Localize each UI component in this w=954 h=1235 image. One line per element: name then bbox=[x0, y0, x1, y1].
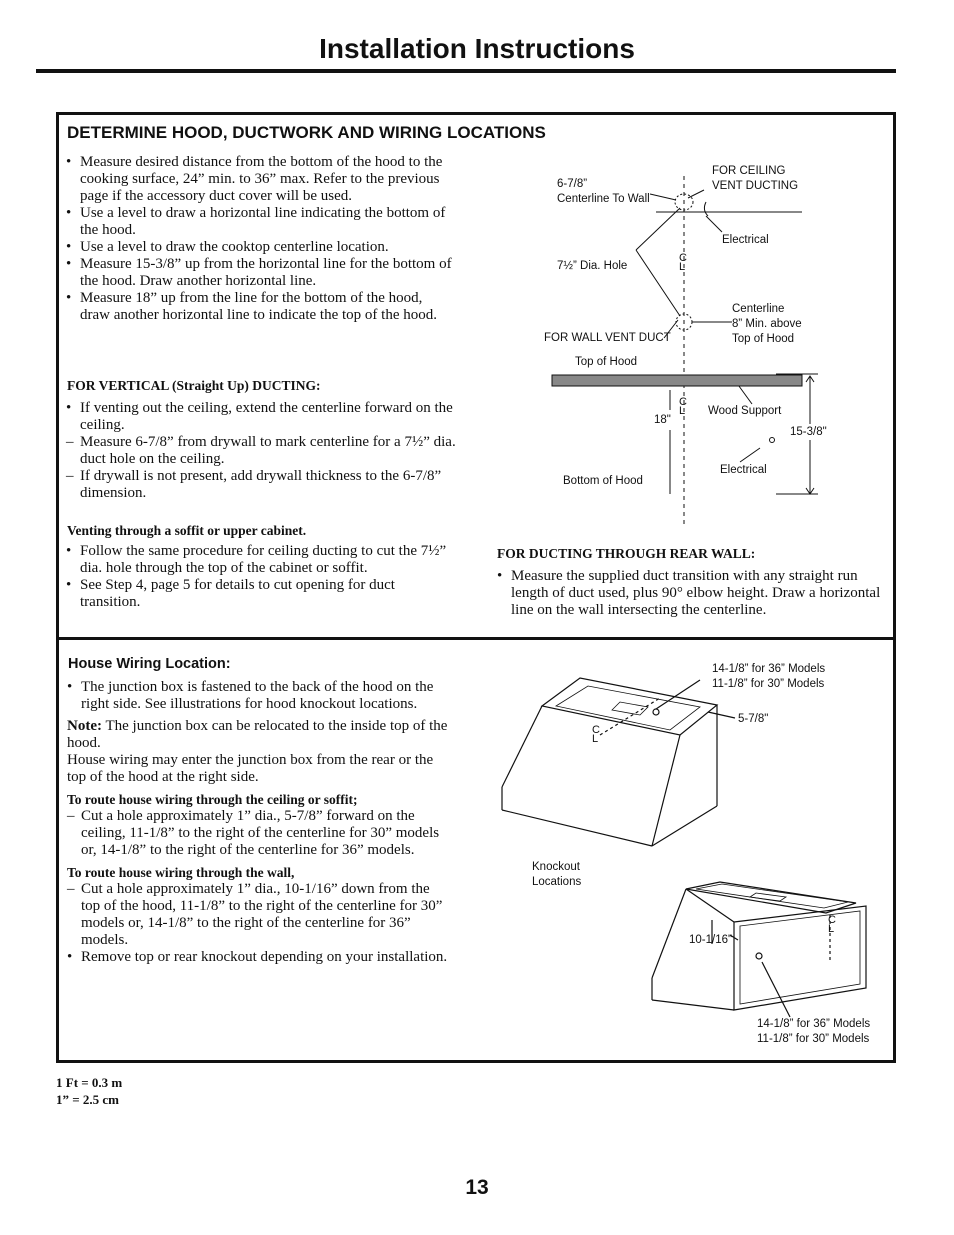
centerline-symbol: C L bbox=[828, 914, 836, 935]
locations-bullet: • Measure desired distance from the bottom of the hood to the cooking surface, 24” min. to 36” max. Refer to the previous page if the accessory duct cover will be used. bbox=[66, 154, 456, 205]
rear-wall-bullet: • Measure the supplied duct transition with any straight run length of duct used, plus 90° elbow height. Draw a horizontal line on the wall intersecting the centerline. bbox=[497, 568, 887, 619]
dimension-15-3-8-label: 15-3/8" bbox=[790, 426, 827, 438]
wall-vent-label: FOR WALL VENT DUCT bbox=[544, 332, 671, 344]
note-text: The junction box can be relocated to the inside top of the hood. bbox=[67, 718, 448, 751]
ceiling-vent-label: FOR CEILING VENT DUCTING bbox=[712, 165, 799, 192]
vertical-ducting-item: – If drywall is not present, add drywall thickness to the 6-7/8” dimension. bbox=[66, 468, 456, 502]
remove-knockout-text: • Remove top or rear knockout depending on your installation. bbox=[67, 949, 452, 966]
ceiling-route-text: – Cut a hole approximately 1” dia., 5-7/8” forward on the ceiling, 11-1/8” to the right of the centerline for 30” models or, 14-1/8” to the right of the centerline for 36” models. bbox=[67, 808, 452, 859]
dimension-10-1-16-label: 10-1/16" bbox=[689, 934, 733, 946]
centerline-symbol: C L bbox=[592, 724, 600, 745]
locations-bullet: • Use a level to draw the cooktop centerline location. bbox=[66, 239, 456, 256]
rear-wall-heading: FOR DUCTING THROUGH REAR WALL: bbox=[497, 546, 756, 561]
conversion-inch: 1” = 2.5 cm bbox=[56, 1092, 120, 1107]
wood-support-label: Wood Support bbox=[708, 405, 782, 417]
house-wiring-text: House wiring may enter the junction box from the rear or the top of the hood at the right side. bbox=[67, 752, 434, 785]
page-title: Installation Instructions bbox=[319, 33, 635, 64]
soffit-heading: Venting through a soffit or upper cabinet. bbox=[67, 523, 307, 538]
locations-bullet: • Measure 15-3/8” up from the horizontal line for the bottom of the hood. Draw another horizontal line. bbox=[66, 256, 456, 290]
rear-knockout-dims-label: 14-1/8” for 36” Models 11-1/8” for 30” Models bbox=[757, 1018, 871, 1045]
wiring-bullet: • The junction box is fastened to the back of the hood on the right side. See illustrations for hood knockout locations. bbox=[67, 679, 452, 713]
soffit-bullet: • Follow the same procedure for ceiling ducting to cut the 7½” dia. hole through the top of the cabinet or soffit. bbox=[66, 543, 456, 577]
unit-conversions bbox=[56, 1074, 122, 1108]
vertical-ducting-item: • If venting out the ceiling, extend the centerline forward on the ceiling. bbox=[66, 400, 456, 434]
section-locations-heading: DETERMINE HOOD, DUCTWORK AND WIRING LOCATIONS bbox=[67, 123, 546, 142]
dia-hole-label: 7½” Dia. Hole bbox=[557, 260, 628, 272]
top-of-hood-label: Top of Hood bbox=[575, 356, 638, 368]
locations-bullet: • Use a level to draw a horizontal line indicating the bottom of the hood. bbox=[66, 205, 456, 239]
ceiling-route-heading: To route house wiring through the ceiling or soffit; bbox=[67, 792, 358, 807]
electrical-bottom-label: Electrical bbox=[720, 464, 767, 476]
note-label: Note: bbox=[67, 718, 102, 734]
dimension-5-7-8-label: 5-7/8" bbox=[738, 713, 769, 725]
electrical-top-label: Electrical bbox=[722, 234, 769, 246]
centerline-symbol: C L bbox=[679, 396, 687, 417]
centerline-to-wall-label: 6-7/8” Centerline To Wall bbox=[557, 178, 650, 205]
knockout-locations-label: Knockout Locations bbox=[532, 861, 582, 888]
vertical-ducting-heading: FOR VERTICAL (Straight Up) DUCTING: bbox=[67, 378, 321, 393]
bottom-of-hood-label: Bottom of Hood bbox=[563, 475, 643, 487]
vertical-ducting-item: – Measure 6-7/8” from drywall to mark centerline for a 7½” dia. duct hole on the ceiling. bbox=[66, 434, 456, 468]
centerline-note-label: Centerline 8” Min. above Top of Hood bbox=[732, 303, 802, 345]
top-knockout-dims-label: 14-1/8” for 36” Models 11-1/8” for 30” Models bbox=[712, 663, 826, 690]
dimension-18-label: 18" bbox=[654, 414, 671, 426]
soffit-bullet: • See Step 4, page 5 for details to cut opening for duct transition. bbox=[66, 577, 456, 611]
centerline-symbol: C L bbox=[679, 252, 687, 273]
section-wiring-heading: House Wiring Location: bbox=[68, 656, 231, 672]
wall-route-text: – Cut a hole approximately 1” dia., 10-1/16” down from the top of the hood, 11-1/8” to the right of the centerline for 30” models or, 14-1/8” to the right of the centerline for 36” models. bbox=[67, 881, 452, 949]
locations-bullet: • Measure 18” up from the line for the bottom of the hood, draw another horizontal line to indicate the top of the hood. bbox=[66, 290, 456, 324]
conversion-feet: 1 Ft = 0.3 m bbox=[56, 1075, 123, 1090]
wall-route-heading: To route house wiring through the wall, bbox=[67, 865, 295, 880]
page-number: 13 bbox=[465, 1176, 489, 1199]
